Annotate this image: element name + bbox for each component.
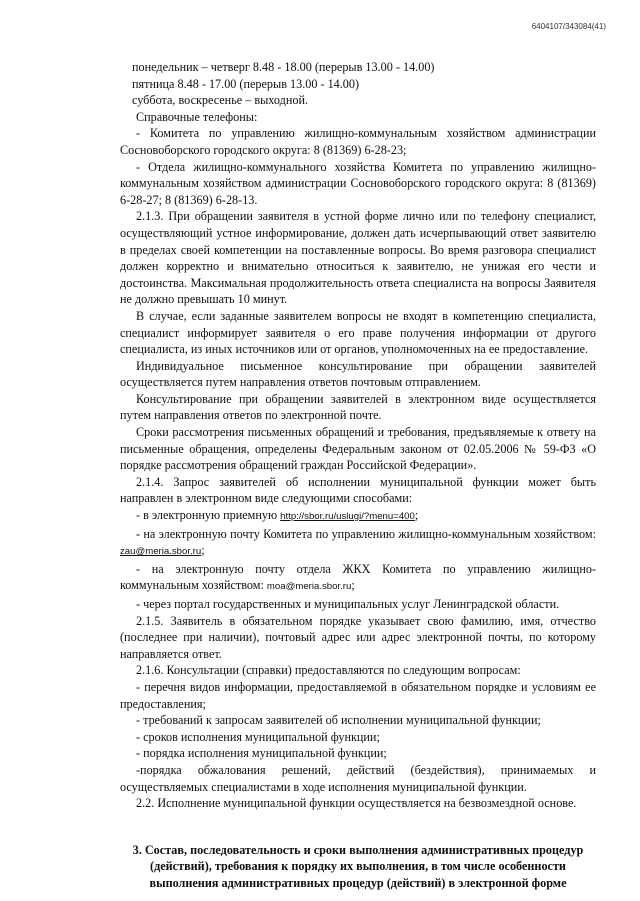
method-reception-prefix: - в электронную приемную — [136, 508, 278, 523]
method-electronic-reception — [120, 507, 596, 526]
paragraph-2-2: 2.2. Исполнение муниципальной функции осуществляется на безвозмездной основе. — [136, 796, 577, 811]
method-reception-suffix: ; — [414, 508, 419, 523]
reception-link[interactable]: http://sbor.ru/uslugi/?menu=400 — [280, 511, 415, 523]
schedule-line-weekend: суббота, воскресенье – выходной. — [132, 93, 309, 108]
method-department-email — [120, 561, 596, 596]
paragraph-written-consulting: Индивидуальное письменное консультирование при обращении заявителей осуществляется путем направления ответов почтовым отправлением. — [120, 358, 596, 390]
section-3-heading: 3. Состав, последовательность и сроки выполнения административных процедур (действий), требования к порядку их выполнения, в том числе особенности выполнения административных процедур (действий) в электронной форме — [132, 842, 584, 890]
topic-item: - порядка исполнения муниципальной функции; — [136, 746, 387, 761]
phones-label: Справочные телефоны: — [136, 109, 258, 124]
schedule-line-weekdays: понедельник – четверг 8.48 - 18.00 (перерыв 13.00 - 14.00) — [132, 60, 435, 74]
topic-item: - требований к запросам заявителей об исполнении муниципальной функции; — [136, 713, 541, 728]
phone-department: - Отдела жилищно-коммунального хозяйства Комитета по управлению жилищно-коммунальным хозяйством администрации Сосновоборского городского округа: 8 (81369) 6-28-27; 8 (81369) 6-28-13. — [120, 159, 596, 207]
method-committee-email — [120, 526, 596, 561]
paragraph-email-consulting: Консультирование при обращении заявителей в электронном виде осуществляется путем направления ответов по электронной почте. — [120, 391, 596, 423]
method-committee-suffix: ; — [201, 543, 205, 558]
topic-item: - сроков исполнения муниципальной функции; — [136, 729, 380, 744]
method-dept-prefix: - на электронную почту отдела ЖКХ Комитета по управлению жилищно-коммунальным хозяйством: — [120, 561, 596, 593]
topic-item: - перечня видов информации, предоставляемой в обязательном порядке и условиям ее предоставления; — [120, 679, 596, 711]
method-committee-prefix: - на электронную почту Комитета по управлению жилищно-коммунальным хозяйством: — [136, 526, 596, 541]
paragraph-case: В случае, если заданные заявителем вопросы не входят в компетенцию специалиста, специалист информирует заявителя о его праве получения информации от другого специалиста, из иных источников или от органов, уполномоченных на ее предоставление. — [120, 308, 596, 357]
paragraph-2-1-3: 2.1.3. При обращении заявителя в устной форме лично или по телефону специалист, осуществляющий устное информирование, должен дать исчерпывающий ответ заявителю в пределах своей компетенции на поставленные вопросы. Во время разговора специалист должен корректно и внимательно относиться к заявителю, не унижая его чести и достоинства. Максимальная продолжительность ответа специалиста на вопросы Заявителя не должно превышать 10 минут. — [120, 209, 596, 307]
document-body — [120, 59, 596, 892]
paragraph-terms: Сроки рассмотрения письменных обращений и требования, предъявляемые к ответу на письменные обращения, определены Федеральным законом от 02.05.2006 № 59-ФЗ «О порядке рассмотрения обращений граждан Российской Федерации». — [120, 425, 596, 473]
schedule-line-friday: пятница 8.48 - 17.00 (перерыв 13.00 - 14.00) — [132, 76, 360, 91]
method-portal: - через портал государственных и муниципальных услуг Ленинградской области. — [136, 597, 560, 611]
document-number: 6404107/343084(41) — [531, 22, 606, 31]
paragraph-2-1-5: 2.1.5. Заявитель в обязательном порядке указывает свою фамилию, имя, отчество (последнее при наличии), почтовый адрес или адрес электронной почты, по которому направляется ответ. — [120, 613, 596, 661]
phone-committee: - Комитета по управлению жилищно-коммунальным хозяйством администрации Сосновоборского городского округа: 8 (81369) 6-28-23; — [120, 126, 596, 157]
method-dept-suffix: ; — [351, 578, 355, 593]
paragraph-2-1-4: 2.1.4. Запрос заявителей об исполнении муниципальной функции может быть направлен в электронном виде следующими способами: — [120, 474, 596, 506]
topic-item: -порядка обжалования решений, действий (бездействия), принимаемых и осуществляемых специалистами в ходе исполнения муниципальной функции. — [120, 762, 596, 794]
department-email-link[interactable]: moa@meria.sbor.ru — [266, 581, 352, 593]
committee-email-link[interactable]: zau@meria.sbor.ru — [120, 546, 202, 558]
paragraph-2-1-6: 2.1.6. Консультации (справки) предоставляются по следующим вопросам: — [136, 663, 521, 678]
